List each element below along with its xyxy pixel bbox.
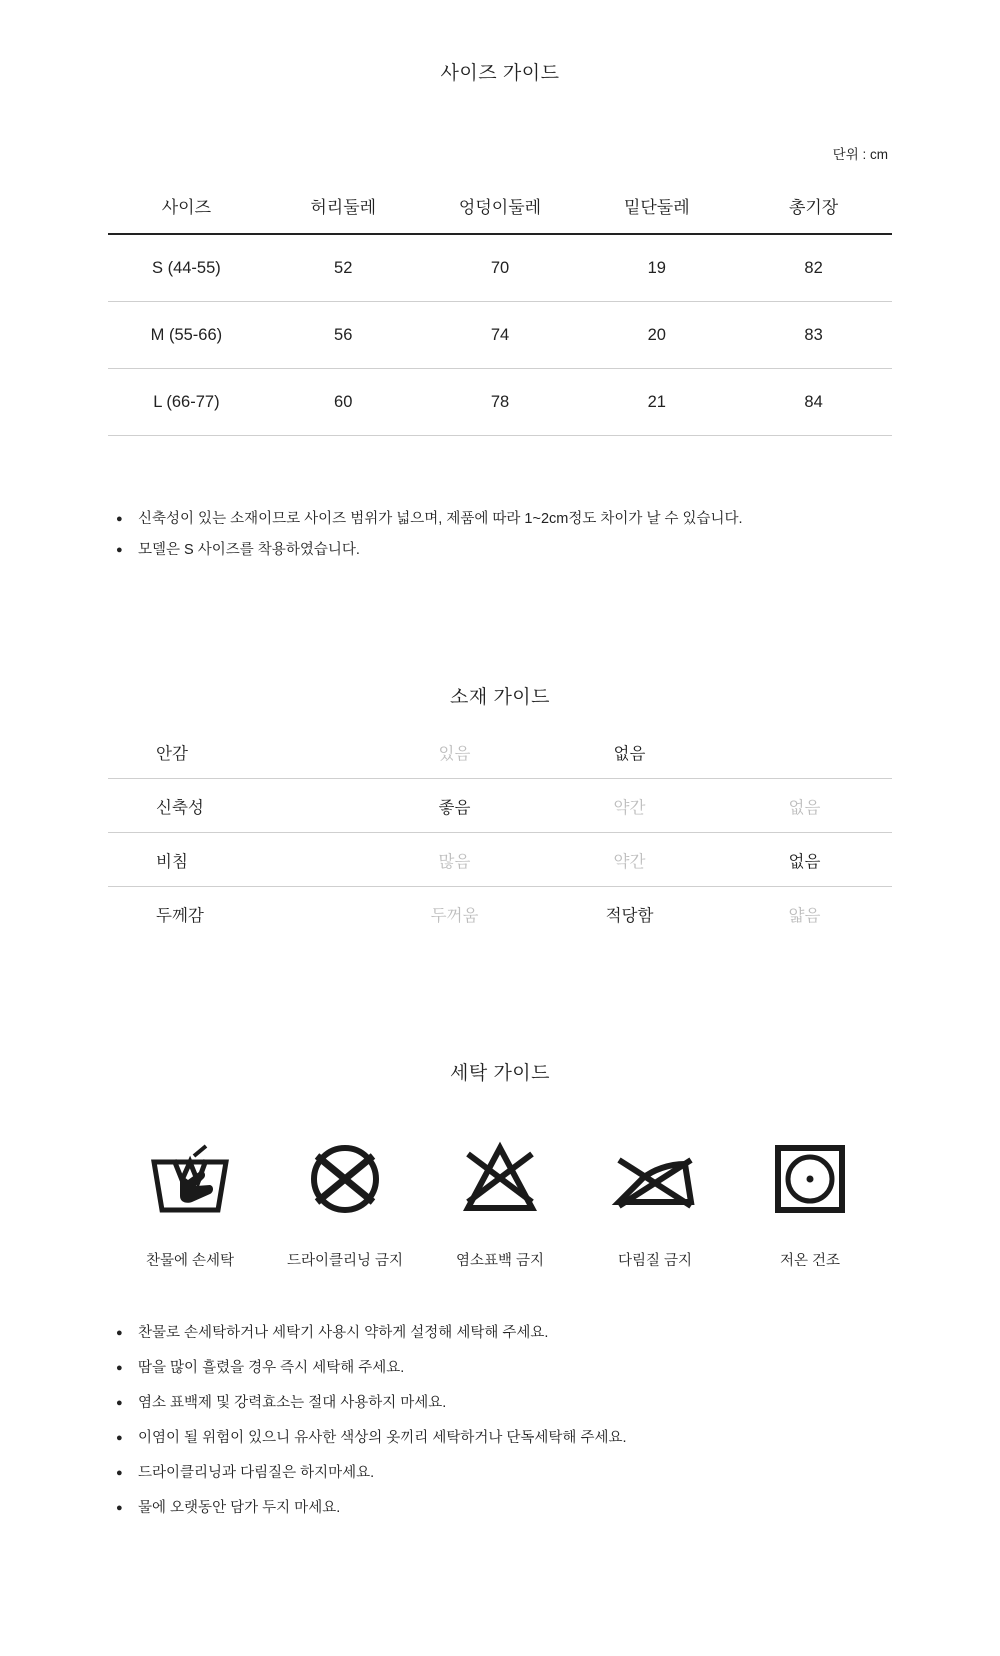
size-cell-hem: 19 [578,234,735,302]
wash-guide-notes [108,1322,892,1519]
bullet-icon: ● [116,513,123,525]
wash-icon-caption: 염소표백 금지 [455,1253,545,1269]
wash-icon-item [578,1131,733,1270]
bottom-spacer [0,1532,1000,1592]
list-item [116,1427,892,1449]
wash-note-text: 물에 오랫동안 담가 두지 마세요. [138,1500,341,1516]
no-dry-clean-icon [268,1131,423,1227]
wash-icon-caption: 저온 건조 [779,1253,841,1269]
table-row [108,887,892,941]
bullet-icon: ● [116,544,123,556]
fabric-option-selected: 좋음 [367,779,542,833]
fabric-row-label: 비침 [108,833,367,887]
wash-icon-item [268,1131,423,1270]
low-heat-tumble-dry-icon [733,1131,888,1227]
fabric-row-label: 신축성 [108,779,367,833]
size-cell-length: 84 [735,369,892,436]
fabric-option-selected: 적당함 [605,906,654,925]
size-col-header-size: 사이즈 [108,177,265,234]
wash-icon-item [113,1131,268,1270]
bullet-icon: ● [116,1432,123,1444]
size-cell-name: S (44-55) [108,234,265,302]
list-item [116,1322,892,1344]
list-item [116,1462,892,1484]
wash-note-text: 찬물로 손세탁하거나 세탁기 사용시 약하게 설정해 세탁해 주세요. [138,1325,549,1341]
wash-note-text: 드라이클리닝과 다림질은 하지마세요. [138,1465,375,1481]
list-item [116,1497,892,1519]
fabric-option: 약간 [542,833,717,887]
table-row [108,302,892,369]
fabric-option: 많음 [367,833,542,887]
fabric-option [717,725,892,779]
size-cell-hip: 78 [422,369,579,436]
section-spacer [0,570,1000,682]
table-row [108,369,892,436]
fabric-option: 얇음 [788,906,821,925]
bullet-icon: ● [116,1502,123,1514]
size-unit-note: 단위 : cm [832,147,888,162]
wash-note-text: 땀을 많이 흘렸을 경우 즉시 세탁해 주세요. [138,1360,405,1376]
size-table-body [108,234,892,436]
table-row [108,833,892,887]
fabric-table [108,725,892,940]
wash-icon-row [0,1131,1000,1270]
wash-guide-title: 세탁 가이드 [449,1063,551,1084]
table-row [108,725,892,779]
wash-icon-caption: 드라이클리닝 금지 [286,1253,404,1269]
fabric-table-body [108,725,892,940]
fabric-option: 있음 [367,725,542,779]
fabric-guide-title: 소재 가이드 [449,687,551,708]
size-table-head [108,177,892,234]
fabric-option-selected: 없음 [542,725,717,779]
section-spacer [0,940,1000,1058]
size-cell-waist: 60 [265,369,422,436]
wash-note-text: 이염이 될 위험이 있으니 유사한 색상의 옷끼리 세탁하거나 단독세탁해 주세요. [138,1430,627,1446]
size-cell-name: M (55-66) [108,302,265,369]
size-guide-notes [108,508,892,561]
fabric-table-container [108,725,892,940]
fabric-option: 약간 [542,779,717,833]
fabric-row-label: 안감 [108,725,367,779]
size-table-header-row [108,177,892,234]
size-col-header-length: 총기장 [735,177,892,234]
size-cell-length: 82 [735,234,892,302]
size-col-header-hip: 엉덩이둘레 [422,177,579,234]
size-cell-hem: 21 [578,369,735,436]
fabric-option-selected: 없음 [717,833,892,887]
table-row [108,779,892,833]
size-col-header-waist: 허리둘레 [265,177,422,234]
size-table [108,177,892,436]
list-item [116,1392,892,1414]
size-cell-waist: 52 [265,234,422,302]
list-item [116,508,892,530]
list-item [116,539,892,561]
size-cell-hip: 70 [422,234,579,302]
size-cell-hip: 74 [422,302,579,369]
size-cell-name: L (66-77) [108,369,265,436]
fabric-row-label: 두께감 [156,906,204,925]
size-cell-length: 83 [735,302,892,369]
hand-wash-cold-icon [113,1131,268,1227]
size-table-container [108,177,892,436]
no-chlorine-bleach-icon [423,1131,578,1227]
bullet-icon: ● [116,1327,123,1339]
fabric-option: 없음 [717,779,892,833]
wash-icon-caption: 찬물에 손세탁 [145,1253,235,1269]
list-item [116,1357,892,1379]
no-iron-icon [578,1131,733,1227]
bullet-icon: ● [116,1362,123,1374]
size-note-text: 신축성이 있는 소재이므로 사이즈 범위가 넓으며, 제품에 따라 1~2cm정도 차이가 날 수 있습니다. [138,511,743,527]
table-row [108,234,892,302]
size-cell-hem: 20 [578,302,735,369]
wash-note-text: 염소 표백제 및 강력효소는 절대 사용하지 마세요. [138,1395,447,1411]
size-guide-title: 사이즈 가이드 [440,63,560,84]
wash-icon-caption: 다림질 금지 [617,1253,693,1269]
size-cell-waist: 56 [265,302,422,369]
wash-icon-item [733,1131,888,1270]
size-col-header-hem: 밑단둘레 [578,177,735,234]
wash-icon-item [423,1131,578,1270]
fabric-option: 두꺼움 [430,906,479,925]
bullet-icon: ● [116,1397,123,1409]
size-note-text: 모델은 S 사이즈를 착용하였습니다. [138,542,360,558]
bullet-icon: ● [116,1467,123,1479]
